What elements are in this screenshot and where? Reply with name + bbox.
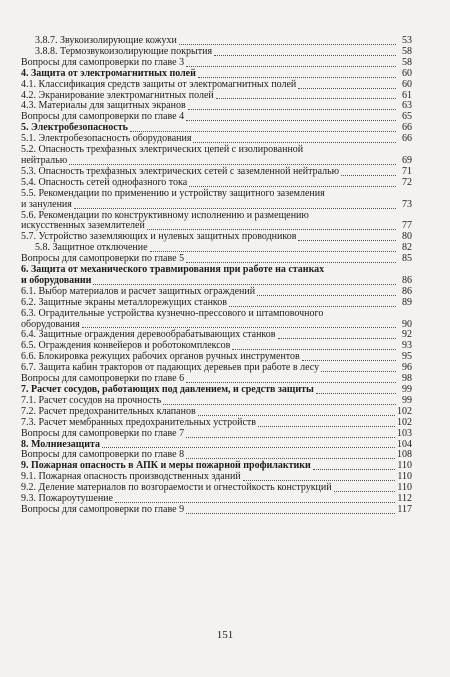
toc-leader-dots	[198, 415, 395, 416]
toc-leader-dots	[82, 327, 396, 328]
toc-leader-dots	[316, 393, 396, 394]
toc-entry-page: 66	[402, 133, 412, 145]
toc-entry-page: 93	[402, 340, 412, 352]
toc-leader-dots	[232, 349, 396, 350]
toc-entry-page: 108	[397, 449, 412, 461]
toc-entry-title: 7.2. Расчет предохранительных клапанов	[21, 405, 196, 417]
toc-entry-title: 5.3. Опасность трехфазных электрических сетей с заземленной нейтралью	[21, 165, 340, 177]
toc-entry-page: 90	[402, 318, 412, 330]
toc-entry-page: 96	[402, 362, 412, 374]
toc-leader-dots	[186, 513, 395, 514]
toc-leader-dots	[186, 120, 396, 121]
toc-entry-page: 110	[397, 482, 412, 494]
toc-entry-page: 53	[402, 35, 412, 46]
toc-entry	[21, 145, 412, 156]
toc-entry-title: 6.3. Оградительные устройства кузнечно-прессового и штамповочного	[21, 307, 324, 319]
toc-leader-dots	[189, 186, 396, 187]
toc-entry-title: 4. Защита от электромагнитных полей	[21, 67, 196, 79]
toc-entry-page: 98	[402, 373, 412, 385]
toc-entry	[21, 418, 412, 429]
toc-leader-dots	[193, 142, 396, 143]
toc-leader-dots	[321, 371, 396, 372]
toc-entry-page: 99	[402, 384, 412, 395]
toc-leader-dots	[186, 437, 395, 438]
toc-entry	[21, 189, 412, 200]
toc-entry-title: нейтралью	[21, 154, 68, 166]
toc-leader-dots	[115, 502, 395, 503]
toc-entry-title: Вопросы для самопроверки по главе 9	[21, 503, 185, 515]
toc-entry-title: Вопросы для самопроверки по главе 7	[21, 427, 185, 439]
toc-entry-page: 104	[397, 438, 412, 450]
toc-leader-dots	[302, 360, 396, 361]
toc-entry-title: 5.7. Устройство заземляющих и нулевых защитных проводников	[21, 231, 297, 243]
toc-entry-page: 80	[402, 231, 412, 243]
toc-entry-title: 6.4. Защитные ограждения деревообрабатывающих станков	[21, 329, 276, 341]
toc-entry-title: 8. Молниезащита	[21, 438, 101, 450]
toc-entry-title: 7. Расчет сосудов, работающих под давлением, и средств защиты	[21, 384, 314, 395]
toc-leader-dots	[257, 295, 396, 296]
toc-entry-page: 72	[402, 176, 412, 188]
toc-leader-dots	[130, 131, 396, 132]
toc-entry-page: 60	[402, 67, 412, 79]
toc-entry-title: и зануления	[21, 198, 72, 210]
toc-entry-title: Вопросы для самопроверки по главе 5	[21, 253, 185, 265]
toc-entry-title: 3.8.7. Звукоизолирующие кожухи	[35, 35, 177, 46]
toc-entry-title: и оборудовании	[21, 274, 92, 286]
toc-entry-title: 5.6. Рекомендации по конструктивному исполнению и размещению	[21, 209, 309, 221]
toc-entry-page: 103	[397, 427, 412, 439]
toc-leader-dots	[186, 382, 396, 383]
toc-leader-dots	[243, 480, 396, 481]
toc-entry-page: 82	[402, 242, 412, 254]
toc-entry	[21, 309, 412, 320]
toc-entry-title: Вопросы для самопроверки по главе 8	[21, 449, 185, 461]
toc-entry-page: 86	[402, 285, 412, 297]
toc-leader-dots	[69, 164, 396, 165]
toc-entry-page: 69	[402, 154, 412, 166]
toc-entry-title: 5.5. Рекомендации по применению и устройству защитного заземления	[21, 187, 325, 199]
toc-entry	[21, 505, 412, 516]
toc-entry-title: 9. Пожарная опасность в АПК и меры пожарной профилактики	[21, 460, 311, 472]
toc-entry-title: 6.6. Блокировка режущих рабочих органов ручных инструментов	[21, 351, 300, 363]
toc-entry-page: 61	[402, 89, 412, 101]
toc-entry-title: 4.3. Материалы для защитных экранов	[21, 100, 186, 112]
toc-leader-dots	[74, 208, 396, 209]
toc-entry-page: 117	[397, 503, 412, 515]
toc-entry-title: 9.2. Деление материалов по возгораемости и огнестойкость конструкций	[21, 482, 332, 494]
page-number: 151	[216, 629, 234, 641]
toc-entry-title: 4.2. Экранирование электромагнитных полей	[21, 89, 214, 101]
toc-entry-page: 85	[402, 253, 412, 265]
toc-entry-title: Вопросы для самопроверки по главе 4	[21, 111, 185, 123]
toc-entry-title: 5.4. Опасность сетей однофазного тока	[21, 176, 188, 188]
toc-leader-dots	[198, 77, 396, 78]
toc-entry	[21, 80, 412, 91]
toc-leader-dots	[179, 44, 396, 45]
toc-entry-page: 102	[397, 405, 412, 417]
toc-leader-dots	[313, 469, 396, 470]
toc-entry-title: искусственных заземлителей	[21, 220, 145, 232]
toc-leader-dots	[186, 66, 396, 67]
toc-entry-page: 58	[402, 56, 412, 68]
toc-entry-page: 99	[402, 394, 412, 406]
toc-entry-page: 102	[397, 416, 412, 428]
toc-leader-dots	[216, 98, 396, 99]
toc-entry-title: 6.2. Защитные экраны металлорежущих станков	[21, 296, 227, 308]
toc-entry-page: 95	[402, 351, 412, 363]
toc-entry-page: 58	[402, 45, 412, 57]
toc-entry-title: 7.3. Расчет мембранных предохранительных устройств	[21, 416, 256, 428]
toc-entry-title: 6.1. Выбор материалов и расчет защитных ограждений	[21, 285, 256, 297]
toc-entry-page: 110	[397, 471, 412, 483]
toc-entry-title: Вопросы для самопроверки по главе 6	[21, 373, 185, 385]
toc-leader-dots	[214, 55, 396, 56]
toc-entry-page: 89	[402, 296, 412, 308]
toc-entry-page: 77	[402, 220, 412, 232]
toc-entry-page: 92	[402, 329, 412, 341]
toc-entry-title: 3.8.8. Термозвукоизолирующие покрытия	[35, 45, 213, 57]
toc-leader-dots	[163, 404, 396, 405]
toc-entry-page: 60	[402, 78, 412, 90]
toc-leader-dots	[298, 88, 396, 89]
toc-entry	[21, 200, 412, 211]
toc-entry-title: 6.7. Защита кабин тракторов от падающих деревьев при работе в лесу	[21, 362, 320, 374]
toc-entry-page: 71	[402, 165, 412, 177]
toc-leader-dots	[298, 240, 396, 241]
toc-entry-title: 5. Электробезопасность	[21, 122, 128, 134]
table-of-contents	[21, 36, 412, 516]
toc-entry-title: оборудования	[21, 318, 80, 330]
toc-entry-title: 9.3. Пожароутушение	[21, 493, 113, 505]
toc-entry-title: 5.2. Опасность трехфазных электрических цепей с изолированной	[21, 144, 304, 156]
toc-entry-page: 110	[397, 460, 412, 472]
toc-leader-dots	[278, 338, 396, 339]
toc-entry-title: 9.1. Пожарная опасность производственных зданий	[21, 471, 241, 483]
toc-entry-title: 6. Защита от механического травмирования при работе на станках	[21, 264, 325, 276]
toc-leader-dots	[93, 284, 396, 285]
toc-entry-page: 66	[402, 122, 412, 134]
toc-leader-dots	[188, 109, 396, 110]
toc-entry-page: 112	[397, 493, 412, 505]
toc-leader-dots	[186, 458, 395, 459]
toc-entry	[21, 429, 412, 440]
toc-leader-dots	[229, 306, 396, 307]
toc-leader-dots	[341, 175, 396, 176]
toc-entry-title: 4.1. Классификация средств защиты от электромагнитных полей	[21, 78, 297, 90]
toc-leader-dots	[150, 251, 396, 252]
toc-leader-dots	[258, 426, 395, 427]
toc-entry-title: 5.8. Защитное отключение	[35, 242, 148, 254]
toc-entry	[21, 69, 412, 80]
toc-entry-title: Вопросы для самопроверки по главе 3	[21, 56, 185, 68]
toc-leader-dots	[186, 262, 396, 263]
toc-entry-title: 7.1. Расчет сосудов на прочность	[21, 394, 162, 406]
toc-entry-title: 6.5. Ограждения конвейеров и роботокомплексов	[21, 340, 231, 352]
toc-entry-page: 63	[402, 100, 412, 112]
toc-entry-title: 5.1. Электробезопасность оборудования	[21, 133, 192, 145]
toc-entry-page: 86	[402, 274, 412, 286]
toc-leader-dots	[334, 491, 396, 492]
toc-entry-page: 65	[402, 111, 412, 123]
toc-leader-dots	[147, 229, 396, 230]
toc-entry-page: 73	[402, 198, 412, 210]
toc-leader-dots	[102, 447, 395, 448]
